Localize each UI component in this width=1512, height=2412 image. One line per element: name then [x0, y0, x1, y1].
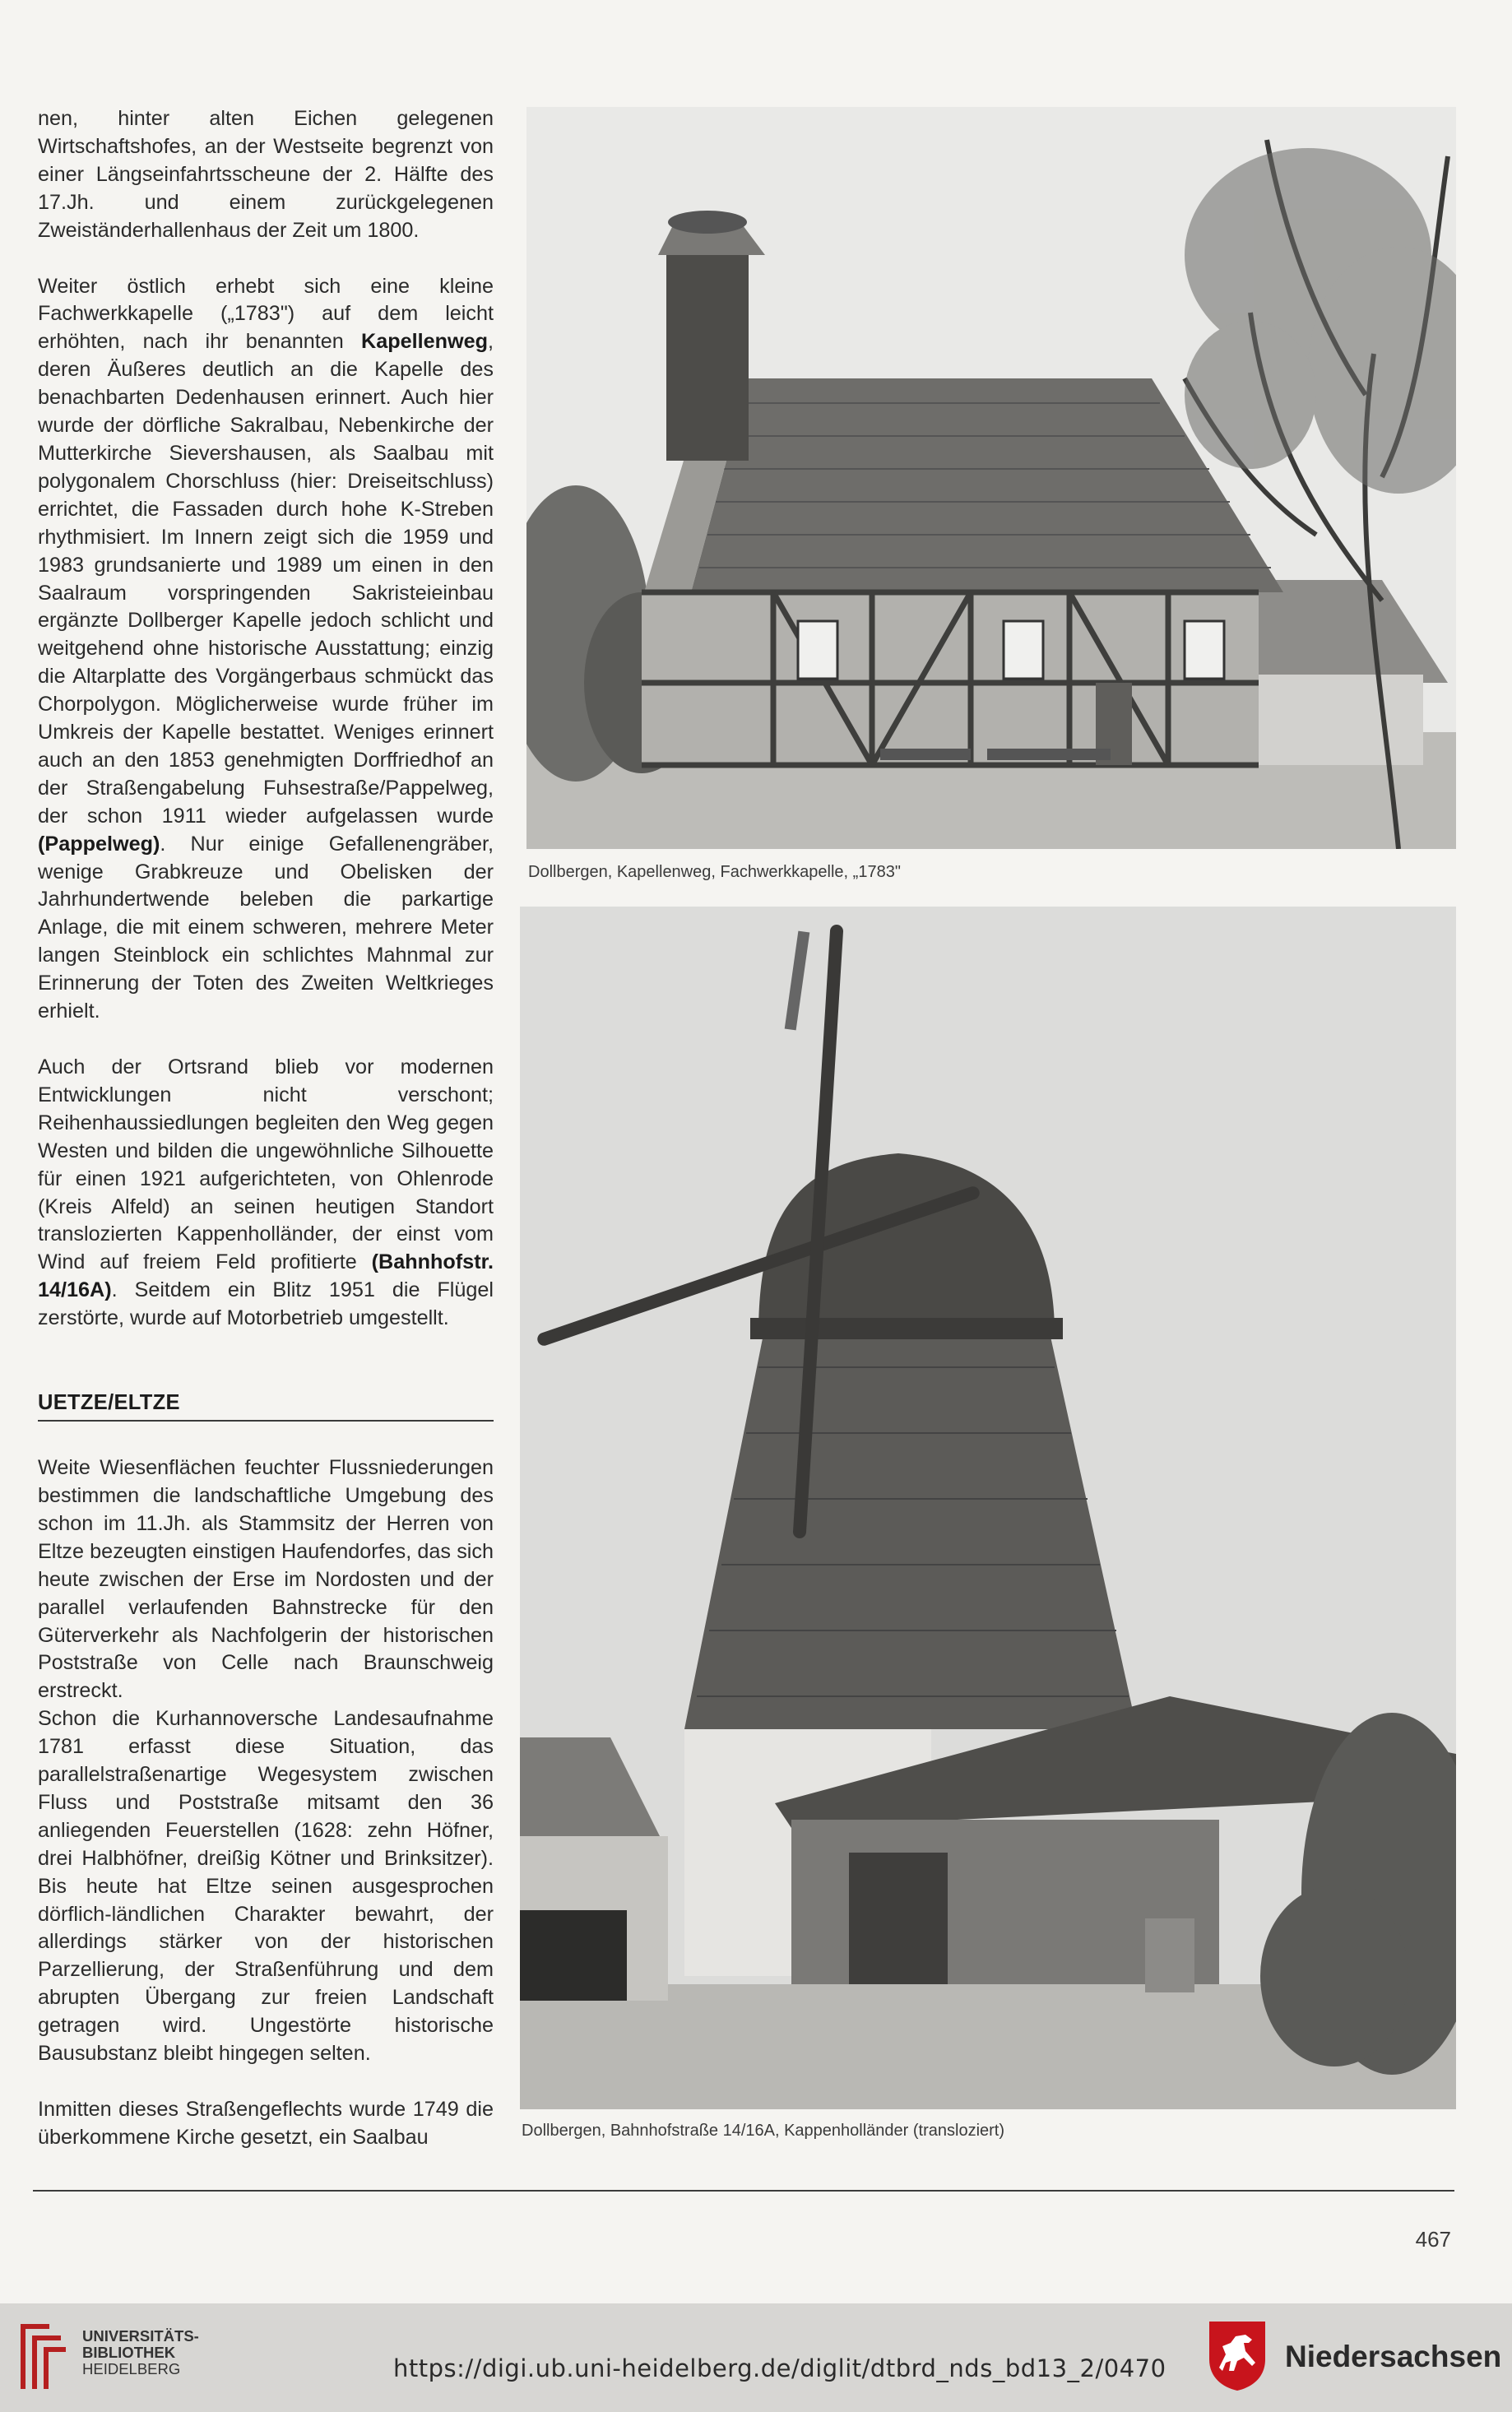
paragraph-5: Schon die Kurhannoversche Landesaufnahme 1781 erfasst diese Situation, das parallelstraßenartige Wegesystem zwischen Fluss und Poststraße mitsamt den 36 anliegenden Feuerstellen (1628: zehn Höfner, drei Halbhöfner, dreißig Kötner und Brinksitzer). Bis heute hat Eltze seinen ausgesprochen dörflich-ländlichen Charakter bewahrt, der allerdings stärker von der historischen Parzellierung, der Straßenführung und dem abrupten Übergang zur freien Landschaft getragen wird. Ungestörte historische Bausubstanz bleibt hingegen selten. — [38, 1707, 494, 2066]
paragraph-2: Weiter östlich erhebt sich eine kleine Fachwerkkapelle („1783") auf dem leicht erhöhten, nach ihr benannten Kapellenweg, deren Äußeres deutlich an die Kapelle des benachbarten Dedenhausen erinnert. Auch hier wurde der dörfliche Sakralbau, Nebenkirche der Mutterkirche Sievershausen, als Saalbau mit polygonalem Chorschluss (hier: Dreiseitschluss) errichtet, die Fassaden durch hohe K-Streben rhythmisiert. Im Innern zeigt sich die 1959 und 1983 grundsanierte und 1989 um einen in den Saalraum vorspringenden Sakristeieinbau ergänzte Dollberger Kapelle jedoch schlicht und weitgehend ohne historische Ausstattung; einzig die Altarplatte des Vorgängerbaus schmückt das Chorpolygon. Möglicherweise wurde früher im Umkreis der Kapelle bestattet. Weniges erinnert auch an den 1853 genehmigten Dorffriedhof an der Straßengabelung Fuhsestraße/Pappelweg, der schon 1911 wieder aufgelassen wurde (Pappelweg). Nur einige Gefallenengräber, wenige Grabkreuze und Obelisken der Jahrhundertwende beleben die parkartige Anlage, die mit einem schweren, mehrere Meter langen Steinblock ein schlichtes Mahnmal zur Erinnerung der Toten des Zweiten Weltkrieges erhielt. — [38, 274, 494, 1023]
paragraph-4: Weite Wiesenflächen feuchter Flussniederungen bestimmen die landschaftliche Umgebung des schon im 11.Jh. als Stammsitz der Herren von Eltze bezeugten einstigen Haufendorfes, das sich heute zwischen der Erse im Nordosten und der parallel verlaufenden Bahnstrecke für den Güterverkehr als Nachfolgerin der historischen Poststraße von Celle nach Braunschweig erstreckt. — [38, 1456, 494, 1703]
chapel-photo — [526, 107, 1456, 849]
university-library-logo-icon — [16, 2315, 71, 2397]
chapel-caption: Dollbergen, Kapellenweg, Fachwerkkapelle, „1783" — [528, 863, 901, 881]
paragraph-1: nen, hinter alten Eichen gelegenen Wirtschaftshofes, an der Westseite begrenzt von einer Längseinfahrtsscheune der 2. Hälfte des 17.Jh. und einem zurückgelegenen Zweiständerhallenhaus der Zeit um 1800. — [38, 107, 494, 242]
address-bahnhofstr: (Bahnhofstr. 14/16A) — [38, 1250, 494, 1302]
paragraph-6: Inmitten dieses Straßengeflechts wurde 1749 die überkommene Kirche gesetzt, ein Saalbau — [38, 2098, 494, 2149]
windmill-photo — [520, 907, 1456, 2109]
lower-saxony-horse-icon — [1206, 2318, 1269, 2392]
lower-saxony-name: Niedersachsen — [1285, 2340, 1502, 2373]
section-heading: UETZE/ELTZE — [38, 1389, 494, 1422]
paragraph-3: Auch der Ortsrand blieb vor modernen Entwicklungen nicht verschont; Reihenhaussiedlungen begleiten den Weg gegen Westen und bilden die ungewöhnliche Silhouette für einen 1921 aufgerichteten, von Ohlenrode (Kreis Alfeld) an seinen heutigen Standort translozierten Kappenholländer, der einst vom Wind auf freiem Feld profitierte (Bahnhofstr. 14/16A). Seitdem ein Blitz 1951 die Flügel zerstörte, wurde auf Motorbetrieb umgestellt. — [38, 1055, 494, 1330]
footer-rule — [33, 2190, 1454, 2192]
text-column — [38, 105, 494, 2152]
page-number: 467 — [1415, 2227, 1451, 2252]
street-pappelweg: (Pappelweg) — [38, 832, 160, 856]
source-url[interactable]: https://digi.ub.uni-heidelberg.de/diglit/dtbrd_nds_bd13_2/0470 — [393, 2354, 1166, 2382]
street-kapellenweg: Kapellenweg — [361, 330, 488, 354]
university-library-name: UNIVERSITÄTS- BIBLIOTHEK HEIDELBERG — [82, 2327, 199, 2377]
windmill-caption: Dollbergen, Bahnhofstraße 14/16A, Kappenholländer (transloziert) — [522, 2122, 1005, 2140]
